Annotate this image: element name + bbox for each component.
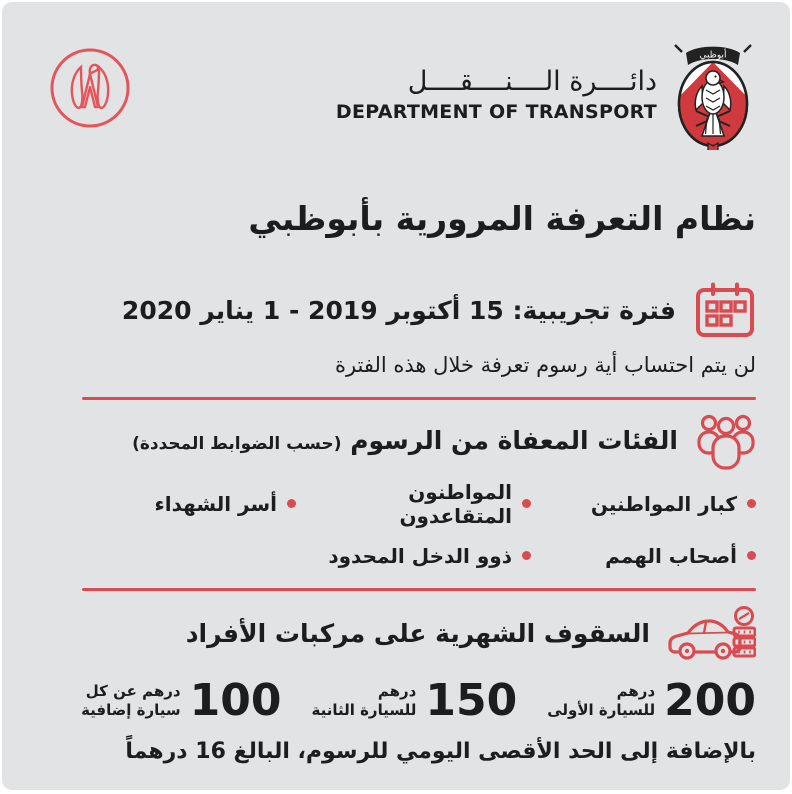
cap-label xyxy=(311,682,416,720)
list-item-label: أصحاب الهمم xyxy=(605,543,737,568)
cap-target: للسيارة الأولى xyxy=(547,700,656,719)
exempt-categories-heading xyxy=(132,426,678,455)
list-item-label: كبار المواطنين xyxy=(590,491,737,516)
exempt-categories-heading-note: (حسب الضوابط المحددة) xyxy=(132,434,342,455)
bullet-dot-icon xyxy=(747,551,756,560)
daily-cap-footnote: بالإضافة إلى الحد الأقصى اليومي للرسوم، البالغ 16 درهماً xyxy=(125,738,756,764)
list-item xyxy=(531,480,756,528)
list-item-label: أسر الشهداء xyxy=(154,491,277,516)
people-group-icon xyxy=(696,412,756,470)
exempt-categories-heading-main: الفئات المعفاة من الرسوم xyxy=(350,426,678,456)
department-name-english: DEPARTMENT OF TRANSPORT xyxy=(335,101,657,124)
trial-period-heading: فترة تجريبية: 15 أكتوبر 2019 - 1 يناير 2020 xyxy=(121,295,676,325)
cap-label xyxy=(547,682,655,720)
car-coins-icon xyxy=(668,605,756,663)
calendar-icon xyxy=(694,282,756,339)
list-item xyxy=(36,480,296,528)
list-item xyxy=(531,544,756,568)
bullet-dot-icon xyxy=(522,551,531,560)
cap-amount: 200 xyxy=(664,674,756,726)
list-item-label: المواطنون المتقاعدون xyxy=(399,479,512,528)
bullet-dot-icon xyxy=(747,499,756,508)
department-name-arabic: دائــــرة الــــنــــقــــل xyxy=(407,65,657,97)
cap-item-additional-car xyxy=(81,674,282,726)
trial-period-section xyxy=(36,282,756,339)
cap-target: سيارة إضافية xyxy=(81,700,181,719)
list-item-label: ذوو الدخل المحدود xyxy=(328,543,512,568)
page-title: نظام التعرفة المرورية بأبوظبي xyxy=(248,199,756,238)
list-item xyxy=(296,544,531,568)
section-divider xyxy=(82,397,756,400)
cap-amount: 150 xyxy=(425,674,518,726)
infographic-canvas xyxy=(2,2,790,790)
exempt-categories-section xyxy=(36,412,756,470)
emblem-banner-text: أبوظبي xyxy=(699,50,727,61)
trial-period-note: لن يتم احتساب أية رسوم تعرفة خلال هذه الفترة xyxy=(334,352,756,377)
cap-unit: درهم xyxy=(377,682,417,701)
monthly-caps-heading: السقوف الشهرية على مركبات الأفراد xyxy=(185,619,650,649)
cap-label xyxy=(81,682,181,720)
cap-unit: درهم عن كل xyxy=(85,682,181,701)
cap-amount: 100 xyxy=(189,674,282,726)
cap-item-first-car xyxy=(547,674,756,726)
bullet-dot-icon xyxy=(522,499,531,508)
cap-unit: درهم xyxy=(616,682,656,701)
monthly-caps-section xyxy=(36,605,756,663)
bullet-dot-icon xyxy=(287,499,296,508)
infographic-content xyxy=(2,2,790,764)
exempt-categories-list xyxy=(36,480,756,568)
cap-item-second-car xyxy=(311,674,518,726)
monthly-caps-values xyxy=(36,674,756,726)
cap-target: للسيارة الثانية xyxy=(311,700,417,719)
list-item xyxy=(296,480,531,528)
section-divider xyxy=(82,588,756,591)
